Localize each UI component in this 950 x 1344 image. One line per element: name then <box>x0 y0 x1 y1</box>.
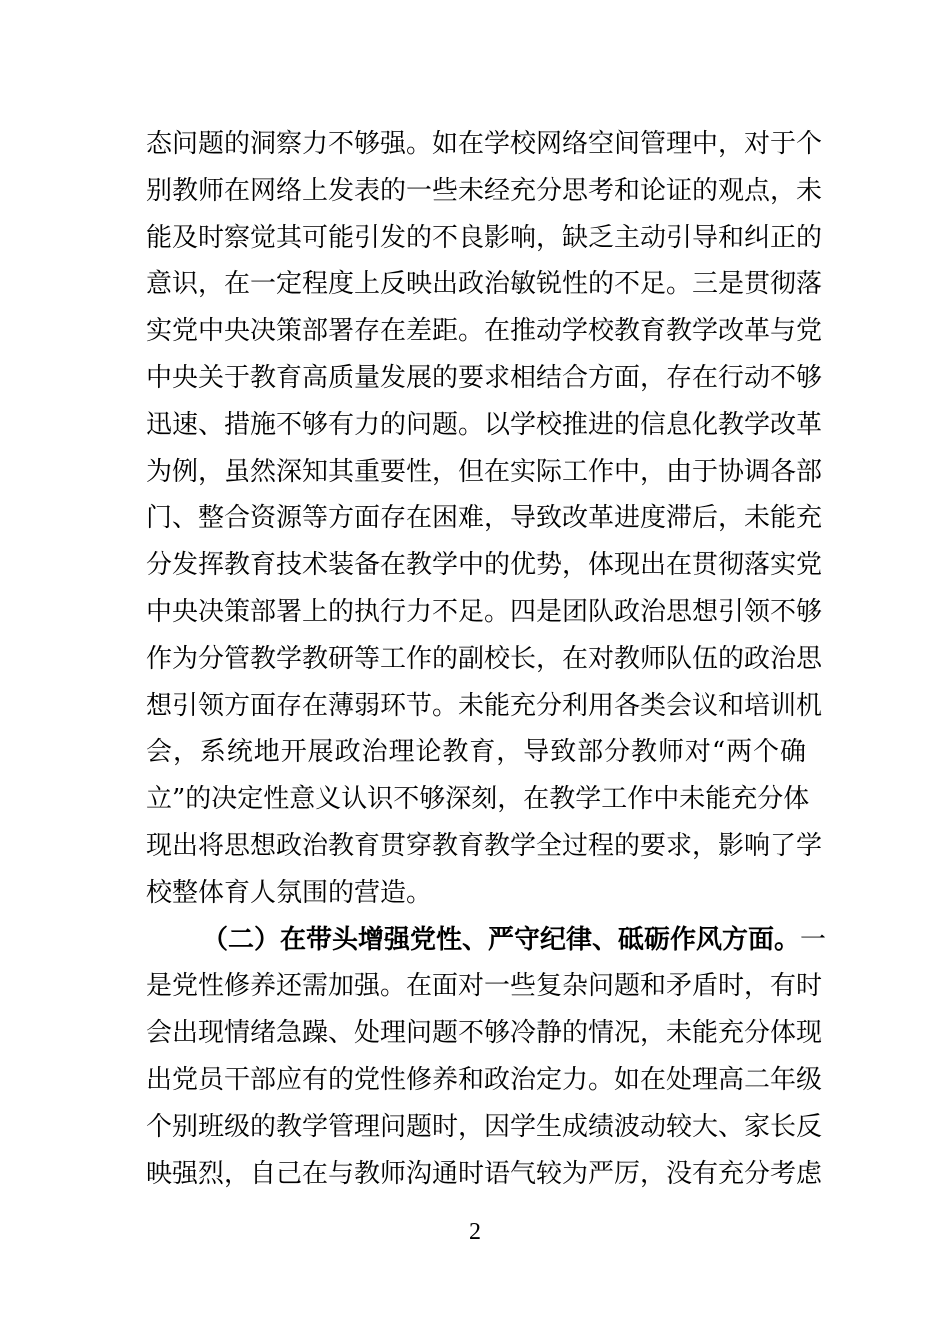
section-heading-line <box>202 920 827 960</box>
paragraph-line: 映强烈，自己在与教师沟通时语气较为严厉，没有充分考虑 <box>146 1158 823 1189</box>
paragraph-line: 态问题的洞察力不够强。如在学校网络空间管理中，对于个 <box>146 129 823 159</box>
paragraph-line: 迅速、措施不够有力的问题。以学校推进的信息化教学改革 <box>146 409 823 440</box>
paragraph-line: 想引领方面存在薄弱环节。未能充分利用各类会议和培训机 <box>146 690 823 721</box>
paragraph-line: 现出将思想政治教育贯穿教育教学全过程的要求，影响了学 <box>146 831 823 861</box>
paragraph-line: 中央关于教育高质量发展的要求相结合方面，存在行动不够 <box>146 363 823 393</box>
page-number: 2 <box>469 1219 481 1246</box>
paragraph-line: 出党员干部应有的党性修养和政治定力。如在处理高二年级 <box>146 1065 823 1095</box>
paragraph-line: 是党性修养还需加强。在面对一些复杂问题和矛盾时，有时 <box>146 971 823 1002</box>
paragraph-line: 会出现情绪急躁、处理问题不够冷静的情况，未能充分体现 <box>146 1018 823 1049</box>
section-heading: （二）在带头增强党性、严守纪律、砥砺作风方面。 <box>202 924 801 955</box>
paragraph-line: 门、整合资源等方面存在困难，导致改革进度滞后，未能充 <box>146 503 823 534</box>
paragraph-line: 别教师在网络上发表的一些未经充分思考和论证的观点，未 <box>146 175 823 206</box>
paragraph-line: 会，系统地开展政治理论教育，导致部分教师对“两个确 <box>146 737 806 768</box>
paragraph-line: 意识，在一定程度上反映出政治敏锐性的不足。三是贯彻落 <box>146 269 823 300</box>
paragraph-line: 校整体育人氛围的营造。 <box>146 877 433 908</box>
paragraph-line: 中央决策部署上的执行力不足。四是团队政治思想引领不够 <box>146 597 823 627</box>
paragraph-line: 立”的决定性意义认识不够深刻，在教学工作中未能充分体 <box>146 784 810 815</box>
paragraph-line: 分发挥教育技术装备在教学中的优势，体现出在贯彻落实党 <box>146 550 823 581</box>
paragraph-line: 作为分管教学教研等工作的副校长，在对教师队伍的政治思 <box>146 643 823 674</box>
paragraph-line: 能及时察觉其可能引发的不良影响，缺乏主动引导和纠正的 <box>146 222 823 253</box>
paragraph-line: 为例，虽然深知其重要性，但在实际工作中，由于协调各部 <box>146 456 823 487</box>
paragraph-line: 个别班级的教学管理问题时，因学生成绩波动较大、家长反 <box>146 1111 823 1142</box>
paragraph-line: 实党中央决策部署存在差距。在推动学校教育教学改革与党 <box>146 316 823 347</box>
section-heading-tail: 一 <box>800 924 827 955</box>
